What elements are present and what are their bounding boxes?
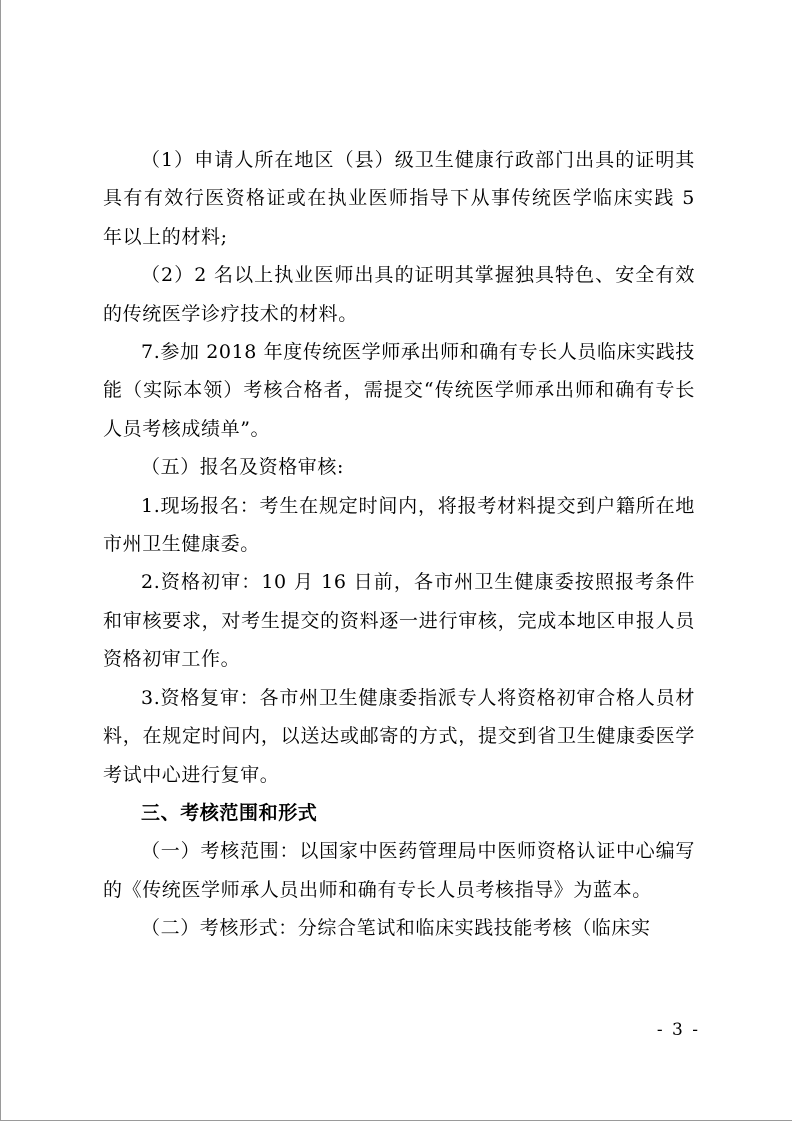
- paragraph-7: 3.资格复审：各市州卫生健康委指派专人将资格初审合格人员材料，在规定时间内，以送达或邮寄的方式，提交到省卫生健康委医学考试中心进行复审。: [103, 686, 695, 786]
- paragraph-2: （2）2 名以上执业医师出具的证明其掌握独具特色、安全有效的传统医学诊疗技术的材料。: [103, 264, 695, 325]
- section-heading: 三、考核范围和形式: [141, 801, 318, 824]
- paragraph-1: （1）申请人所在地区（县）级卫生健康行政部门出具的证明其具有有效行医资格证或在执业医师指导下从事传统医学临床实践 5 年以上的材料;: [103, 149, 695, 248]
- paragraph-6: 2.资格初审：10 月 16 日前，各市州卫生健康委按照报考条件和审核要求，对考生提交的资料逐一进行审核，完成本地区申报人员资格初审工作。: [103, 571, 695, 671]
- paragraph-5: 1.现场报名：考生在规定时间内，将报考材料提交到户籍所在地市州卫生健康委。: [103, 494, 695, 556]
- paragraph-10: （二）考核形式：分综合笔试和临床实践技能考核（临床实: [141, 917, 651, 940]
- document-body: [103, 141, 695, 948]
- paragraph-3: 7.参加 2018 年度传统医学师承出师和确有专长人员临床实践技能（实际本领）考核合格者，需提交“传统医学师承出师和确有专长人员考核成绩单”。: [103, 341, 695, 440]
- page-number: - 3 -: [656, 1020, 700, 1040]
- paragraph-9: （一）考核范围：以国家中医药管理局中医师资格认证中心编写的《传统医学师承人员出师和确有专长人员考核指导》为蓝本。: [103, 840, 695, 901]
- paragraph-4: （五）报名及资格审核:: [141, 456, 345, 479]
